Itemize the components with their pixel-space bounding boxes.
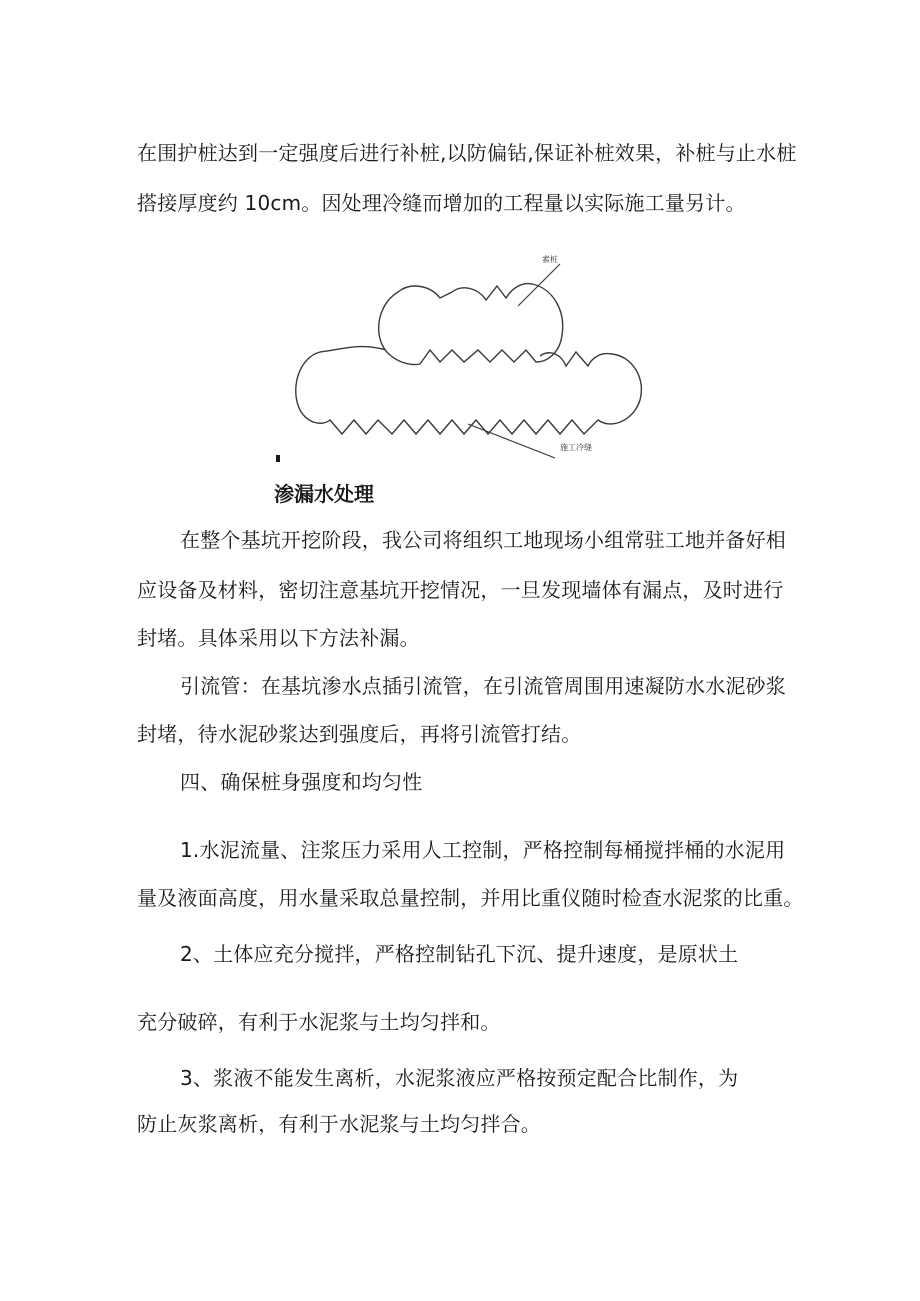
item1-line-1: 1.水泥流量、注浆压力采用人工控制，严格控制每桶搅拌桶的水泥用 — [180, 838, 786, 862]
para1-line-2: 应设备及材料，密切注意基坑开挖情况，一旦发现墙体有漏点，及时进行 — [137, 578, 784, 602]
heading-four: 四、确保桩身强度和均匀性 — [180, 770, 423, 794]
list-bullet — [276, 455, 280, 462]
intro-line-2: 搭接厚度约 10cm。因处理冷缝而增加的工程量以实际施工量另计。 — [137, 191, 746, 215]
upper-pile-row — [379, 284, 563, 365]
para2-line-2: 封堵，待水泥砂浆达到强度后，再将引流管打结。 — [137, 722, 582, 746]
item3-line-2: 防止灰浆离析，有利于水泥浆与土均匀拌合。 — [137, 1112, 541, 1136]
para2-line-1: 引流管：在基坑渗水点插引流管，在引流管周围用速凝防水水泥砂浆 — [180, 674, 786, 698]
leader-line-bottom — [468, 424, 555, 458]
section-title: 渗漏水处理 — [274, 482, 374, 506]
lower-pile-row — [296, 347, 642, 434]
para1-line-3: 封堵。具体采用以下方法补漏。 — [137, 626, 420, 650]
label-cold-joint: 施工冷缝 — [560, 443, 592, 452]
item3-line-1: 3、浆液不能发生离析，水泥浆液应严格按预定配合比制作，为 — [180, 1066, 739, 1090]
pile-joint-diagram — [0, 0, 920, 480]
item1-line-2: 量及液面高度，用水量采取总量控制，并用比重仪随时检查水泥浆的比重。 — [137, 886, 804, 910]
label-plain-pile: 素桩 — [542, 255, 558, 264]
leader-line-top — [518, 264, 560, 306]
intro-line-1: 在围护桩达到一定强度后进行补桩,以防偏钻,保证补桩效果，补桩与止水桩 — [137, 141, 797, 165]
para1-line-1: 在整个基坑开挖阶段，我公司将组织工地现场小组常驻工地并备好相 — [180, 528, 786, 552]
item2-line-1: 2、土体应充分搅拌，严格控制钻孔下沉、提升速度，是原状土 — [180, 942, 739, 966]
item2-line-2: 充分破碎，有利于水泥浆与土均匀拌和。 — [137, 1010, 501, 1034]
